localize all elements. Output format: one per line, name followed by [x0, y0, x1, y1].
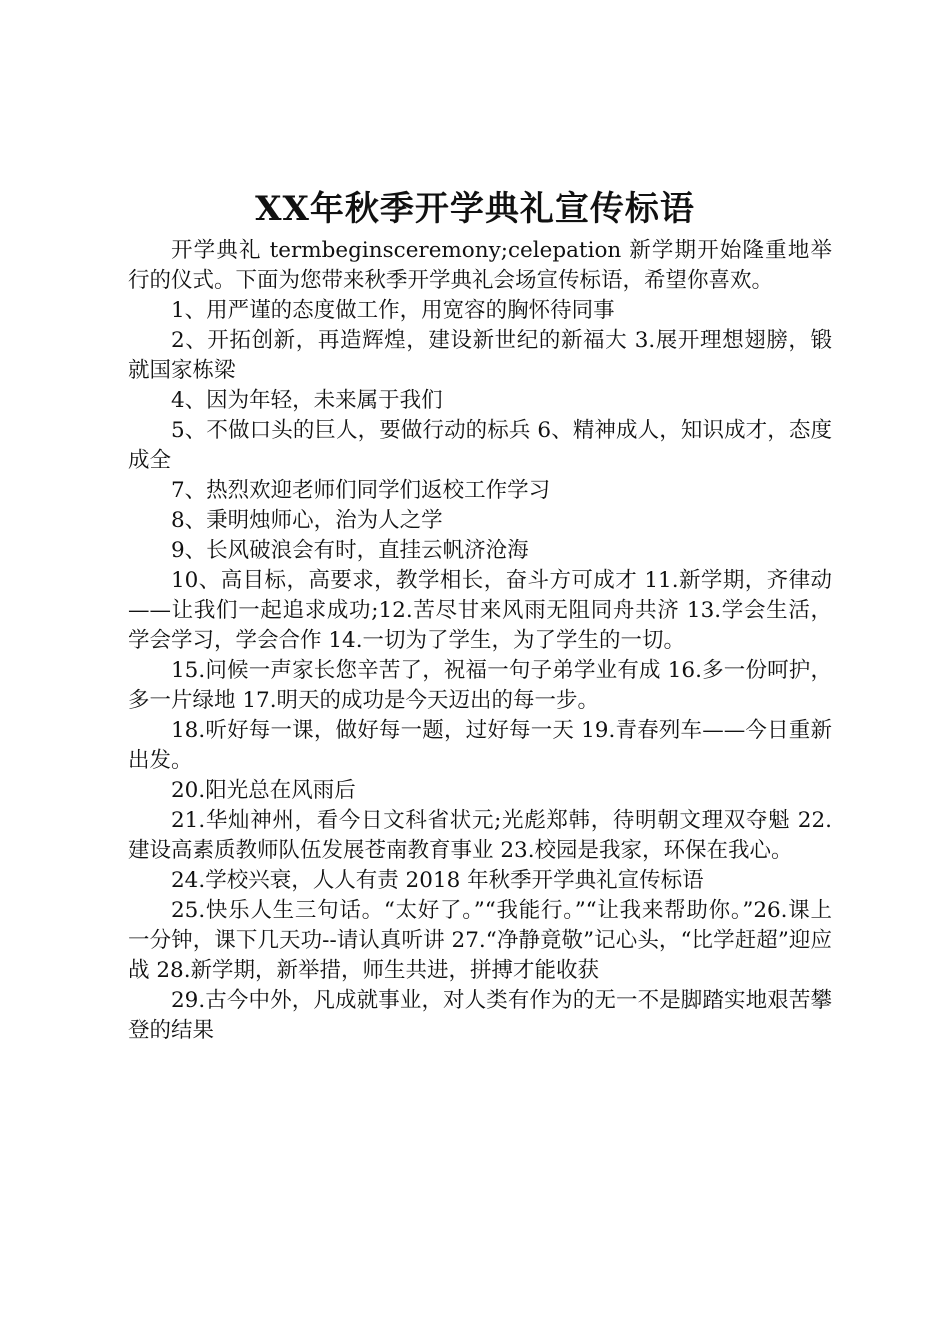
slogan-paragraph: 21.华灿神州，看今日文科省状元;光彪郑韩，待明朝文理双夺魁 22.建设高素质教师队伍发展苍南教育事业 23.校园是我家，环保在我心。 [128, 808, 832, 863]
slogan-paragraph: 7、热烈欢迎老师们同学们返校工作学习 [171, 478, 551, 503]
slogan-paragraph: 2、开拓创新，再造辉煌，建设新世纪的新福大 3.展开理想翅膀，锻就国家栋梁 [128, 328, 832, 383]
slogan-paragraph: 10、高目标，高要求，教学相长，奋斗方可成才 11.新学期，齐律动——让我们一起追求成功;12.苦尽甘来风雨无阻同舟共济 13.学会生活，学会学习，学会合作 14.一切为了学生，为了学生的一切。 [128, 568, 832, 653]
slogan-paragraph: 20.阳光总在风雨后 [171, 778, 356, 803]
slogan-paragraph: 9、长风破浪会有时，直挂云帆济沧海 [171, 538, 529, 563]
document-body [128, 236, 832, 1046]
slogan-paragraph: 4、因为年轻，未来属于我们 [171, 388, 443, 413]
slogan-paragraph: 24.学校兴衰，人人有责 2018 年秋季开学典礼宣传标语 [171, 868, 704, 893]
slogan-paragraph: 25.快乐人生三句话。“太好了。”“我能行。”“让我来帮助你。”26.课上一分钟，课下几天功--请认真听讲 27.“净静竟敬”记心头，“比学赶超”迎应战 28.新学期，新举措，师生共进，拼搏才能收获 [128, 898, 832, 983]
slogan-paragraph: 8、秉明烛师心，治为人之学 [171, 508, 443, 533]
slogan-paragraph: 29.古今中外，凡成就事业，对人类有作为的无一不是脚踏实地艰苦攀登的结果 [128, 988, 832, 1043]
slogan-paragraph: 15.问候一声家长您辛苦了，祝福一句子弟学业有成 16.多一份呵护，多一片绿地 17.明天的成功是今天迈出的每一步。 [128, 658, 832, 713]
slogan-paragraph: 5、不做口头的巨人，要做行动的标兵 6、精神成人，知识成才，态度成全 [128, 418, 832, 473]
slogan-paragraph: 18.听好每一课，做好每一题，过好每一天 19.青春列车——今日重新出发。 [128, 718, 832, 773]
intro-paragraph: 开学典礼 termbeginsceremony;celepation 新学期开始隆重地举行的仪式。下面为您带来秋季开学典礼会场宣传标语，希望你喜欢。 [128, 238, 832, 293]
document-title: XX年秋季开学典礼宣传标语 [255, 189, 695, 229]
slogan-paragraph: 1、用严谨的态度做工作，用宽容的胸怀待同事 [171, 298, 615, 323]
